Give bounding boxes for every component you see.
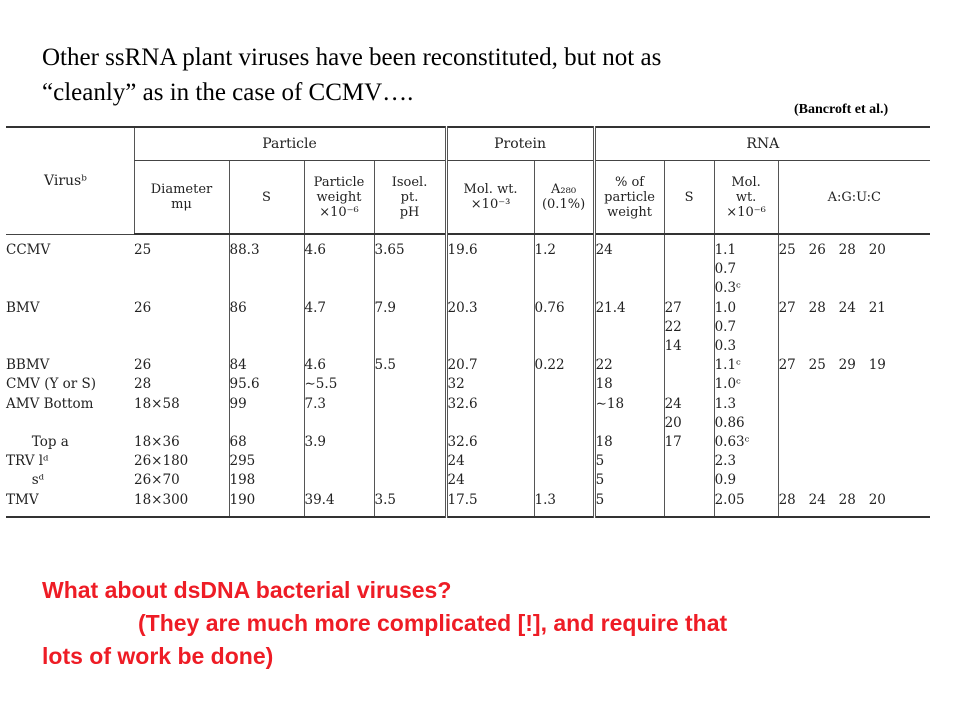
- table-cell: [778, 375, 930, 394]
- table-cell: 24: [446, 471, 534, 490]
- column-header: % of particle weight: [594, 161, 664, 235]
- table-cell: 4.6: [304, 234, 374, 299]
- table-cell: 32.6: [446, 433, 534, 452]
- virus-name-cell: TMV: [6, 491, 134, 517]
- table-cell: 3.5: [374, 491, 446, 517]
- particle-group-header: Particle: [134, 127, 446, 161]
- table-cell: 18×300: [134, 491, 229, 517]
- table-cell: 84: [229, 356, 304, 375]
- column-header: Mol. wt. ×10⁻³: [446, 161, 534, 235]
- question-line-2: (They are much more complicated [!], and require that: [138, 610, 728, 636]
- table-cell: [778, 471, 930, 490]
- table-cell: 5: [594, 491, 664, 517]
- citation-credit: (Bancroft et al.): [794, 102, 889, 117]
- table-cell: 19.6: [446, 234, 534, 299]
- table-cell: [664, 452, 714, 471]
- column-header: S: [664, 161, 714, 235]
- table-cell: [664, 234, 714, 299]
- table-cell: 32.6: [446, 395, 534, 433]
- table-row: [6, 452, 930, 471]
- table-cell: 26×70: [134, 472, 180, 489]
- table-body: [6, 234, 930, 517]
- virus-name-cell: BMV: [6, 299, 40, 316]
- table-cell: 2.05: [714, 491, 778, 517]
- protein-group-header: Protein: [446, 127, 594, 161]
- column-header: A:G:U:C: [778, 161, 930, 235]
- table-row: [6, 375, 930, 394]
- table-cell: 1.0 0.7 0.3: [714, 299, 778, 357]
- rna-group-header: RNA: [594, 127, 930, 161]
- virus-name-cell: AMV Bottom: [6, 395, 94, 412]
- table-cell: [534, 452, 594, 471]
- table-cell: 26: [134, 357, 152, 374]
- table-cell: 26×180: [134, 453, 189, 470]
- question-line-1: What about dsDNA bacterial viruses?: [42, 577, 452, 603]
- table-cell: 1.1 0.7 0.3ᶜ: [714, 234, 778, 299]
- table-row: [6, 356, 930, 375]
- table-cell: 20.3: [446, 299, 534, 357]
- table-cell: 5: [594, 471, 664, 490]
- table-cell: [374, 471, 446, 490]
- table-cell: [664, 491, 714, 517]
- table-cell: 17.5: [446, 491, 534, 517]
- column-header: Isoel. pt. pH: [374, 161, 446, 235]
- table-cell: [664, 375, 714, 394]
- table-cell: 27 28 24 21: [778, 299, 930, 357]
- table-cell: 0.76: [534, 299, 594, 357]
- table-cell: [374, 395, 446, 433]
- table-cell: 5.5: [374, 356, 446, 375]
- table-cell: 88.3: [229, 234, 304, 299]
- table-cell: 18×36: [134, 434, 180, 451]
- table-cell: 1.3: [534, 491, 594, 517]
- table-cell: 1.3 0.86: [714, 395, 778, 433]
- table-cell: 99: [229, 395, 304, 433]
- table-cell: [778, 452, 930, 471]
- table-cell: 68: [229, 433, 304, 452]
- table-cell: [664, 471, 714, 490]
- table-cell: 7.9: [374, 299, 446, 357]
- virus-name-cell: sᵈ: [6, 472, 45, 489]
- table-row: [6, 471, 930, 490]
- table-cell: 2.3: [714, 452, 778, 471]
- table-cell: 28 24 28 20: [778, 491, 930, 517]
- table-cell: 39.4: [304, 491, 374, 517]
- table-cell: [374, 375, 446, 394]
- table-cell: [534, 471, 594, 490]
- table-cell: 1.2: [534, 234, 594, 299]
- table-cell: [664, 356, 714, 375]
- table-row: [6, 491, 930, 517]
- table-row: [6, 395, 930, 433]
- virus-name-cell: BBMV: [6, 357, 50, 374]
- table-cell: ∼18: [594, 395, 664, 433]
- title-line-2: “cleanly” as in the case of CCMV….: [42, 79, 414, 106]
- table-cell: 1.0ᶜ: [714, 375, 778, 394]
- table-cell: 25: [134, 242, 152, 258]
- virus-name-cell: TRV lᵈ: [6, 453, 49, 470]
- question-text: [42, 574, 922, 673]
- title-line-1: Other ssRNA plant viruses have been reconstituted, but not as: [42, 44, 662, 71]
- virus-column-header: Virusᵇ: [6, 127, 134, 234]
- column-header-row: [6, 161, 930, 235]
- table-cell: 0.63ᶜ: [714, 433, 778, 452]
- table-cell: [778, 433, 930, 452]
- table-cell: 1.1ᶜ: [714, 356, 778, 375]
- table-cell: 18: [594, 375, 664, 394]
- table-cell: 20.7: [446, 356, 534, 375]
- column-header: A₂₈₀ (0.1%): [534, 161, 594, 235]
- table-cell: 4.7: [304, 299, 374, 357]
- table-cell: 28: [134, 376, 152, 393]
- table-cell: 24: [594, 234, 664, 299]
- column-header: Mol. wt. ×10⁻⁶: [714, 161, 778, 235]
- table-cell: 3.9: [304, 433, 374, 452]
- table-cell: [304, 471, 374, 490]
- virus-name-cell: CCMV: [6, 241, 51, 258]
- table-cell: 198: [229, 471, 304, 490]
- table-row: [6, 433, 930, 452]
- table-cell: 21.4: [594, 299, 664, 357]
- table-cell: 18: [594, 433, 664, 452]
- virus-name-cell: Top a: [6, 434, 69, 451]
- table-cell: [778, 395, 930, 433]
- table-cell: 190: [229, 491, 304, 517]
- table-cell: [304, 452, 374, 471]
- table-cell: 3.65: [374, 234, 446, 299]
- table-cell: 32: [446, 375, 534, 394]
- virus-properties-table: [6, 126, 930, 518]
- column-header: S: [229, 161, 304, 235]
- table-cell: 25 26 28 20: [778, 234, 930, 299]
- table-cell: 5: [594, 452, 664, 471]
- table-row: [6, 299, 930, 357]
- slide-title: [42, 40, 922, 110]
- table-cell: 86: [229, 299, 304, 357]
- table-cell: 17: [664, 433, 714, 452]
- virus-properties-table-image: [6, 126, 930, 528]
- virus-name-cell: CMV (Y or S): [6, 376, 97, 393]
- table-cell: 0.22: [534, 356, 594, 375]
- table-cell: 22: [594, 356, 664, 375]
- table-cell: 24 20: [664, 395, 714, 433]
- table-cell: 27 22 14: [664, 299, 714, 357]
- table-cell: [534, 433, 594, 452]
- column-header: Particle weight ×10⁻⁶: [304, 161, 374, 235]
- table-cell: [534, 375, 594, 394]
- table-row: [6, 234, 930, 299]
- column-header: Diameter mμ: [134, 161, 229, 235]
- table-cell: 95.6: [229, 375, 304, 394]
- question-line-3: lots of work be done): [42, 643, 274, 669]
- table-cell: 0.9: [714, 471, 778, 490]
- table-cell: ∼5.5: [304, 375, 374, 394]
- table-cell: 7.3: [304, 395, 374, 433]
- table-cell: 26: [134, 299, 152, 316]
- table-cell: 295: [229, 452, 304, 471]
- table-cell: [534, 395, 594, 433]
- table-cell: 27 25 29 19: [778, 356, 930, 375]
- table-cell: [374, 452, 446, 471]
- table-cell: 4.6: [304, 356, 374, 375]
- table-cell: 18×58: [134, 395, 180, 412]
- table-cell: 24: [446, 452, 534, 471]
- table-cell: [374, 433, 446, 452]
